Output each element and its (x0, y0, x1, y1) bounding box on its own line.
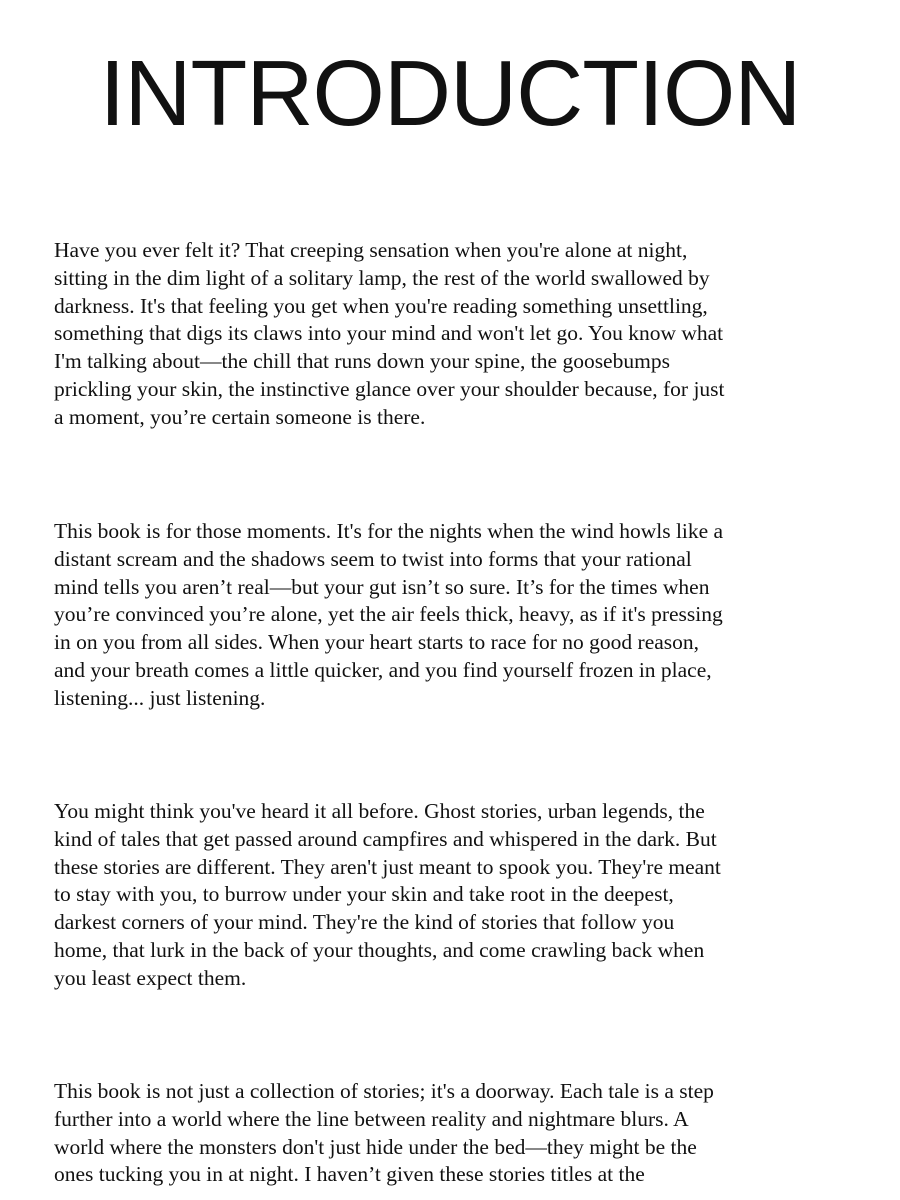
paragraph-line: in on you from all sides. When your heart starts to race for no good reason, (54, 630, 700, 655)
paragraph-line: prickling your skin, the instinctive glance over your shoulder because, for just (54, 376, 725, 401)
paragraph-1 (54, 237, 854, 432)
paragraph-line: mind tells you aren’t real—but your gut isn’t so sure. It’s for the times when (54, 574, 710, 599)
paragraph-line: to stay with you, to burrow under your skin and take root in the deepest, (54, 882, 674, 907)
paragraph-line: and your breath comes a little quicker, and you find yourself frozen in place, (54, 657, 712, 682)
paragraph-line: ones tucking you in at night. I haven’t given these stories titles at the (54, 1162, 645, 1187)
paragraph-line: you least expect them. (54, 965, 247, 990)
paragraph-line: This book is for those moments. It's for the nights when the wind howls like a (54, 519, 724, 543)
paragraph-line: a moment, you’re certain someone is there. (54, 404, 426, 429)
paragraph-line: darkest corners of your mind. They're the kind of stories that follow you (54, 910, 675, 935)
paragraph-line: sitting in the dim light of a solitary lamp, the rest of the world swallowed by (54, 265, 710, 290)
paragraph-line: you’re convinced you’re alone, yet the air feels thick, heavy, as if it's pressing (54, 602, 723, 627)
paragraph-line: I'm talking about—the chill that runs down your spine, the goosebumps (54, 349, 670, 374)
paragraph-3 (54, 798, 854, 993)
paragraph-2 (54, 518, 854, 713)
paragraph-line: these stories are different. They aren't just meant to spook you. They're meant (54, 854, 721, 879)
page-title: INTRODUCTION (99, 41, 801, 145)
paragraph-line: world where the monsters don't just hide under the bed—they might be the (54, 1134, 697, 1159)
paragraph-line: kind of tales that get passed around campfires and whispered in the dark. But (54, 826, 717, 851)
paragraph-line: home, that lurk in the back of your thoughts, and come crawling back when (54, 937, 705, 962)
paragraph-line: listening... just listening. (54, 685, 266, 710)
paragraph-line: This book is not just a collection of stories; it's a doorway. Each tale is a step (54, 1079, 714, 1103)
paragraph-line: something that digs its claws into your mind and won't let go. You know what (54, 321, 724, 346)
paragraph-line: Have you ever felt it? That creeping sensation when you're alone at night, (54, 238, 688, 262)
paragraph-line: You might think you've heard it all before. Ghost stories, urban legends, the (54, 799, 705, 823)
paragraph-line: further into a world where the line between reality and nightmare blurs. A (54, 1106, 689, 1131)
paragraph-line: distant scream and the shadows seem to twist into forms that your rational (54, 546, 692, 571)
paragraph-4 (54, 1078, 854, 1189)
paragraph-line: darkness. It's that feeling you get when you're reading something unsettling, (54, 293, 708, 318)
